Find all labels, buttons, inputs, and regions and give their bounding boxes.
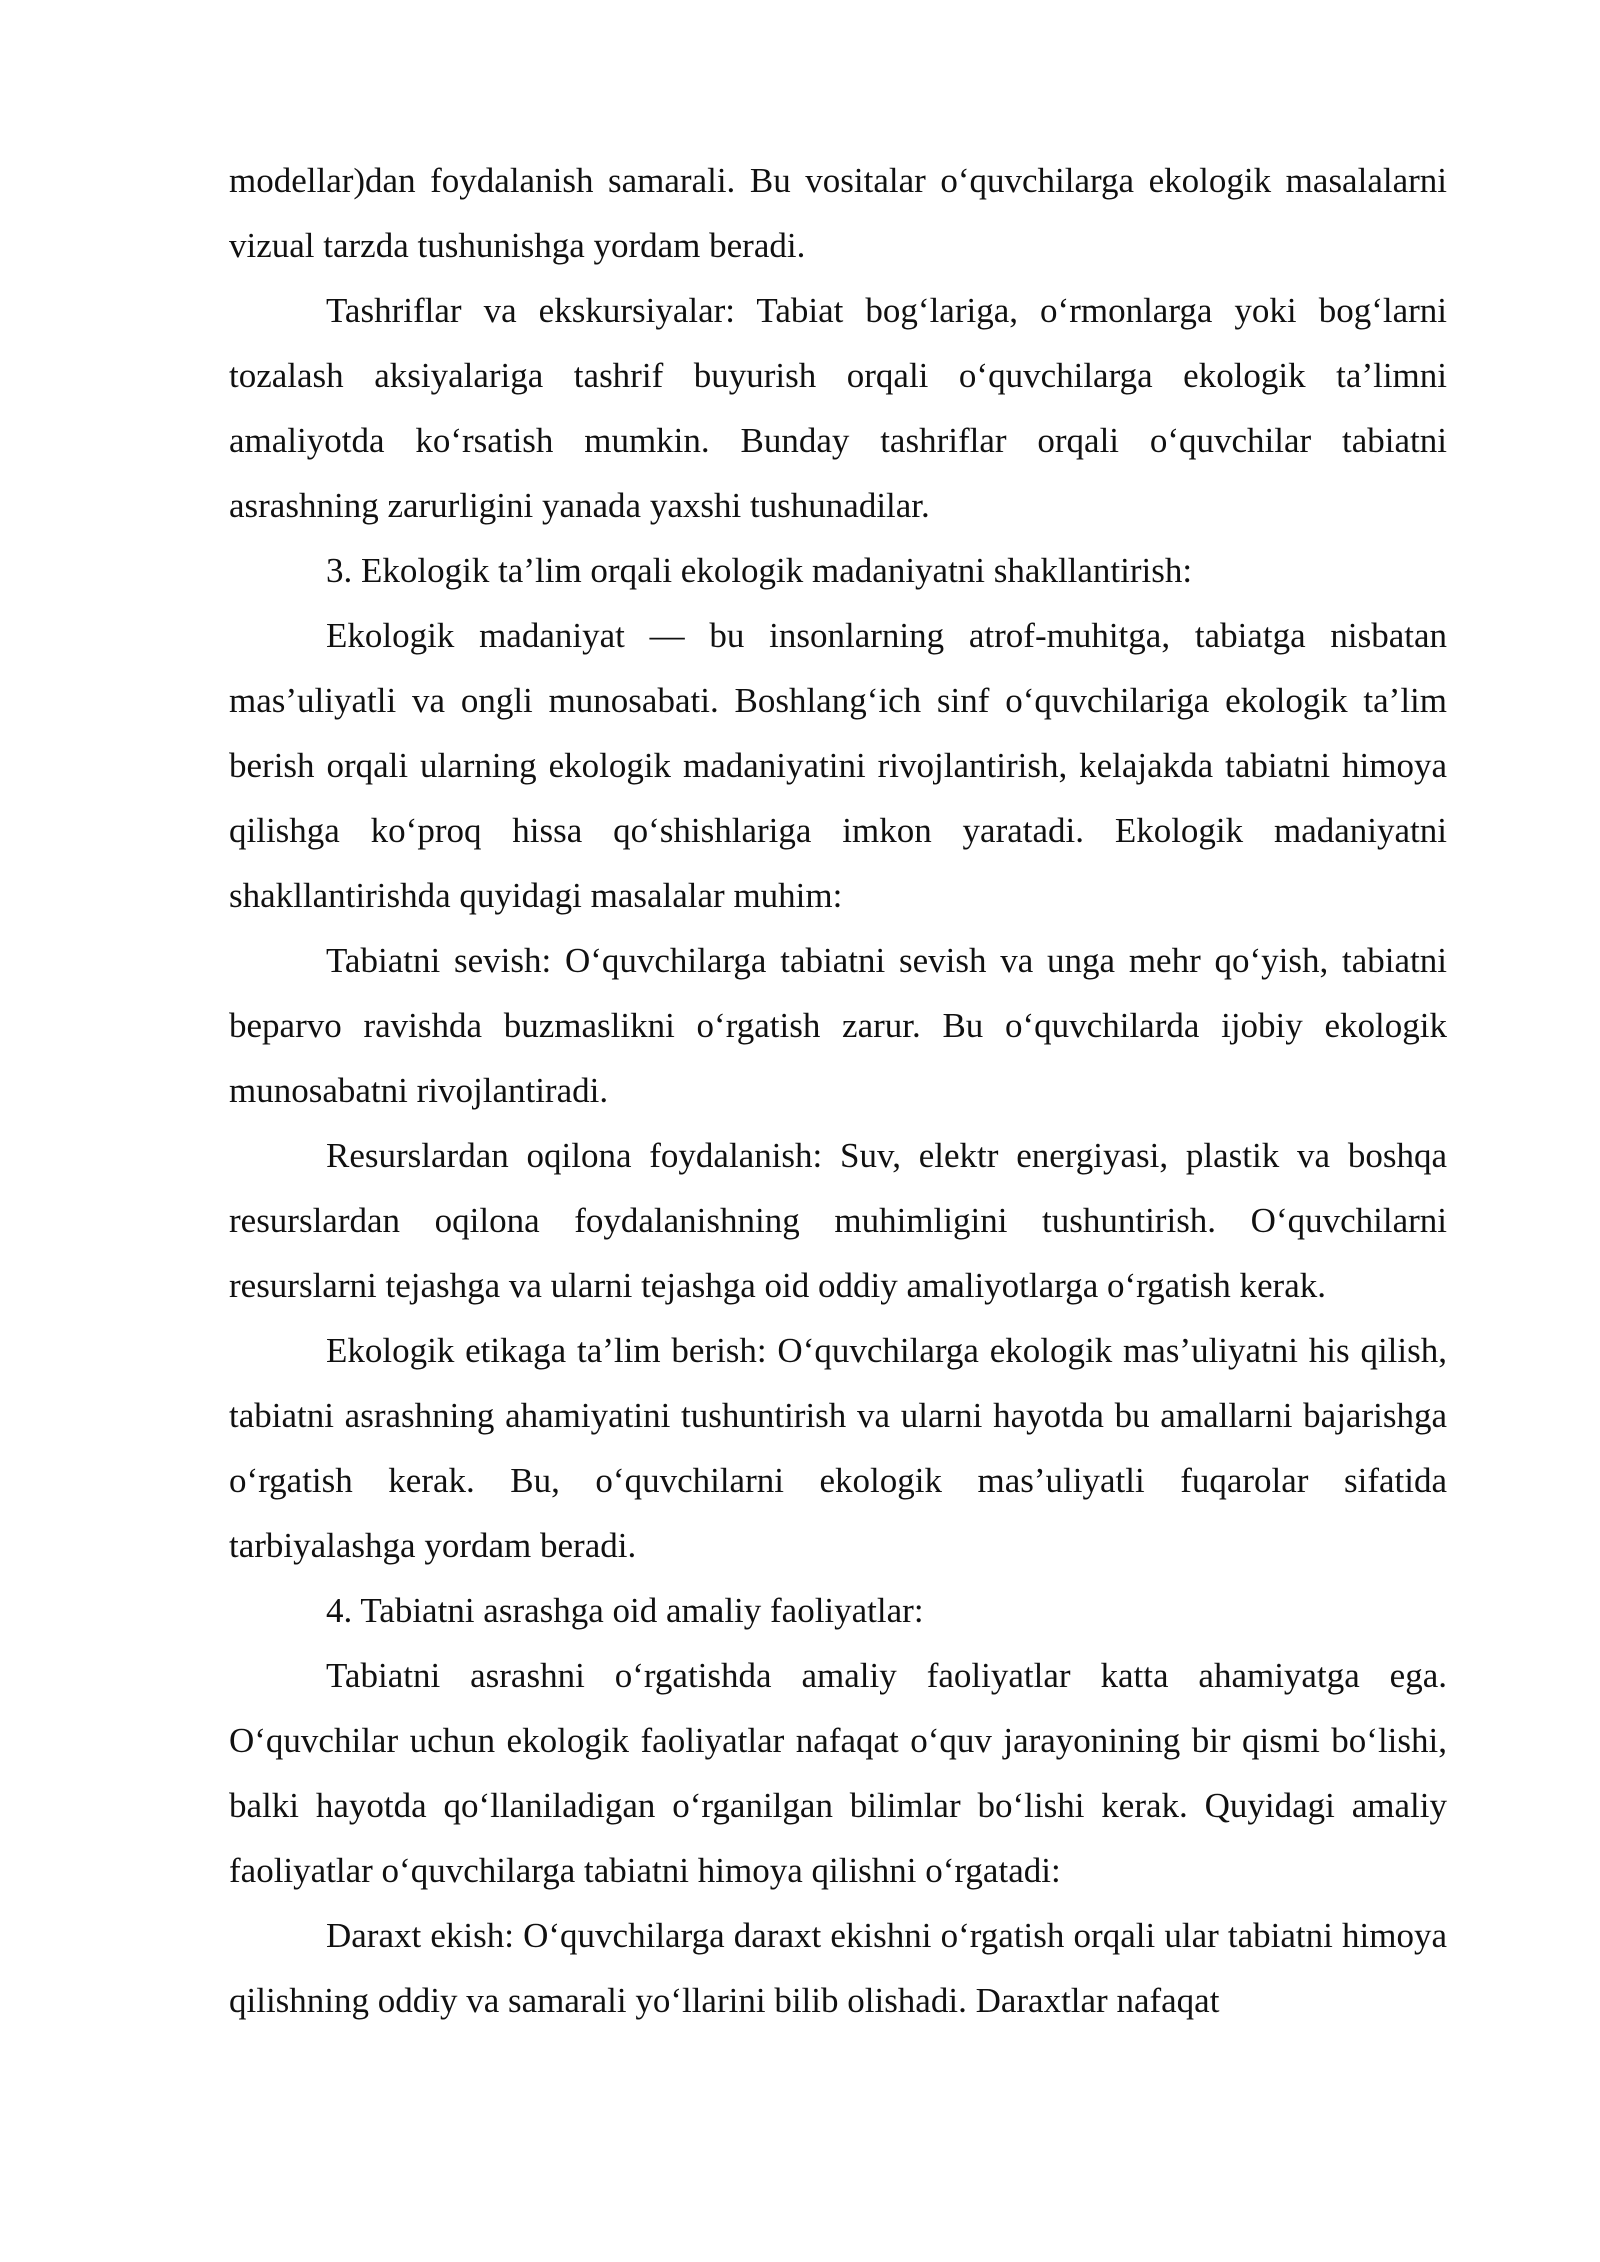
paragraph-tabiatni-sevish: Tabiatni sevish: O‘quvchilarga tabiatni sevish va unga mehr qo‘yish, tabiatni beparvo ravishda buzmaslikni o‘rgatish zarur. Bu o‘quvchilarda ijobiy ekologik munosabatni rivojlantiradi. (229, 941, 1447, 1110)
section-heading-3: 3. Ekologik ta’lim orqali ekologik madaniyatni shakllantirish: (326, 551, 1193, 590)
paragraph-daraxt-ekish: Daraxt ekish: O‘quvchilarga daraxt ekishni o‘rgatish orqali ular tabiatni himoya qilishning oddiy va samarali yo‘llarini bilib olishadi. Daraxtlar nafaqat (229, 1916, 1447, 2020)
paragraph-amaliy-faoliyatlar: Tabiatni asrashni o‘rgatishda amaliy faoliyatlar katta ahamiyatga ega. O‘quvchilar uchun ekologik faoliyatlar nafaqat o‘quv jarayonining bir qismi bo‘lishi, balki hayotda qo‘llaniladigan o‘rganilgan bilimlar bo‘lishi kerak. Quyidagi amaliy faoliyatlar o‘quvchilarga tabiatni himoya qilishni o‘rgatadi: (229, 1656, 1447, 1890)
body-text (229, 148, 1447, 2033)
section-heading-4: 4. Tabiatni asrashga oid amaliy faoliyatlar: (326, 1591, 924, 1630)
paragraph-tashriflar: Tashriflar va ekskursiyalar: Tabiat bog‘lariga, o‘rmonlarga yoki bog‘larni tozalash aksiyalariga tashrif buyurish orqali o‘quvchilarga ekologik ta’limni amaliyotda ko‘rsatish mumkin. Bunday tashriflar orqali o‘quvchilar tabiatni asrashning zarurligini yanada yaxshi tushunadilar. (229, 291, 1447, 525)
paragraph-continuation: modellar)dan foydalanish samarali. Bu vositalar o‘quvchilarga ekologik masalalarni vizual tarzda tushunishga yordam beradi. (229, 161, 1447, 265)
paragraph-ekologik-etika: Ekologik etikaga ta’lim berish: O‘quvchilarga ekologik mas’uliyatni his qilish, tabiatni asrashning ahamiyatini tushuntirish va ularni hayotda bu amallarni bajarishga o‘rgatish kerak. Bu, o‘quvchilarni ekologik mas’uliyatli fuqarolar sifatida tarbiyalashga yordam beradi. (229, 1331, 1447, 1565)
paragraph-resurslardan: Resurslardan oqilona foydalanish: Suv, elektr energiyasi, plastik va boshqa resurslardan oqilona foydalanishning muhimligini tushuntirish. O‘quvchilarni resurslarni tejashga va ularni tejashga oid oddiy amaliyotlarga o‘rgatish kerak. (229, 1136, 1447, 1305)
paragraph-ekologik-madaniyat: Ekologik madaniyat — bu insonlarning atrof-muhitga, tabiatga nisbatan mas’uliyatli va ongli munosabati. Boshlang‘ich sinf o‘quvchilariga ekologik ta’lim berish orqali ularning ekologik madaniyatini rivojlantirish, kelajakda tabiatni himoya qilishga ko‘proq hissa qo‘shishlariga imkon yaratadi. Ekologik madaniyatni shakllantirishda quyidagi masalalar muhim: (229, 616, 1447, 915)
